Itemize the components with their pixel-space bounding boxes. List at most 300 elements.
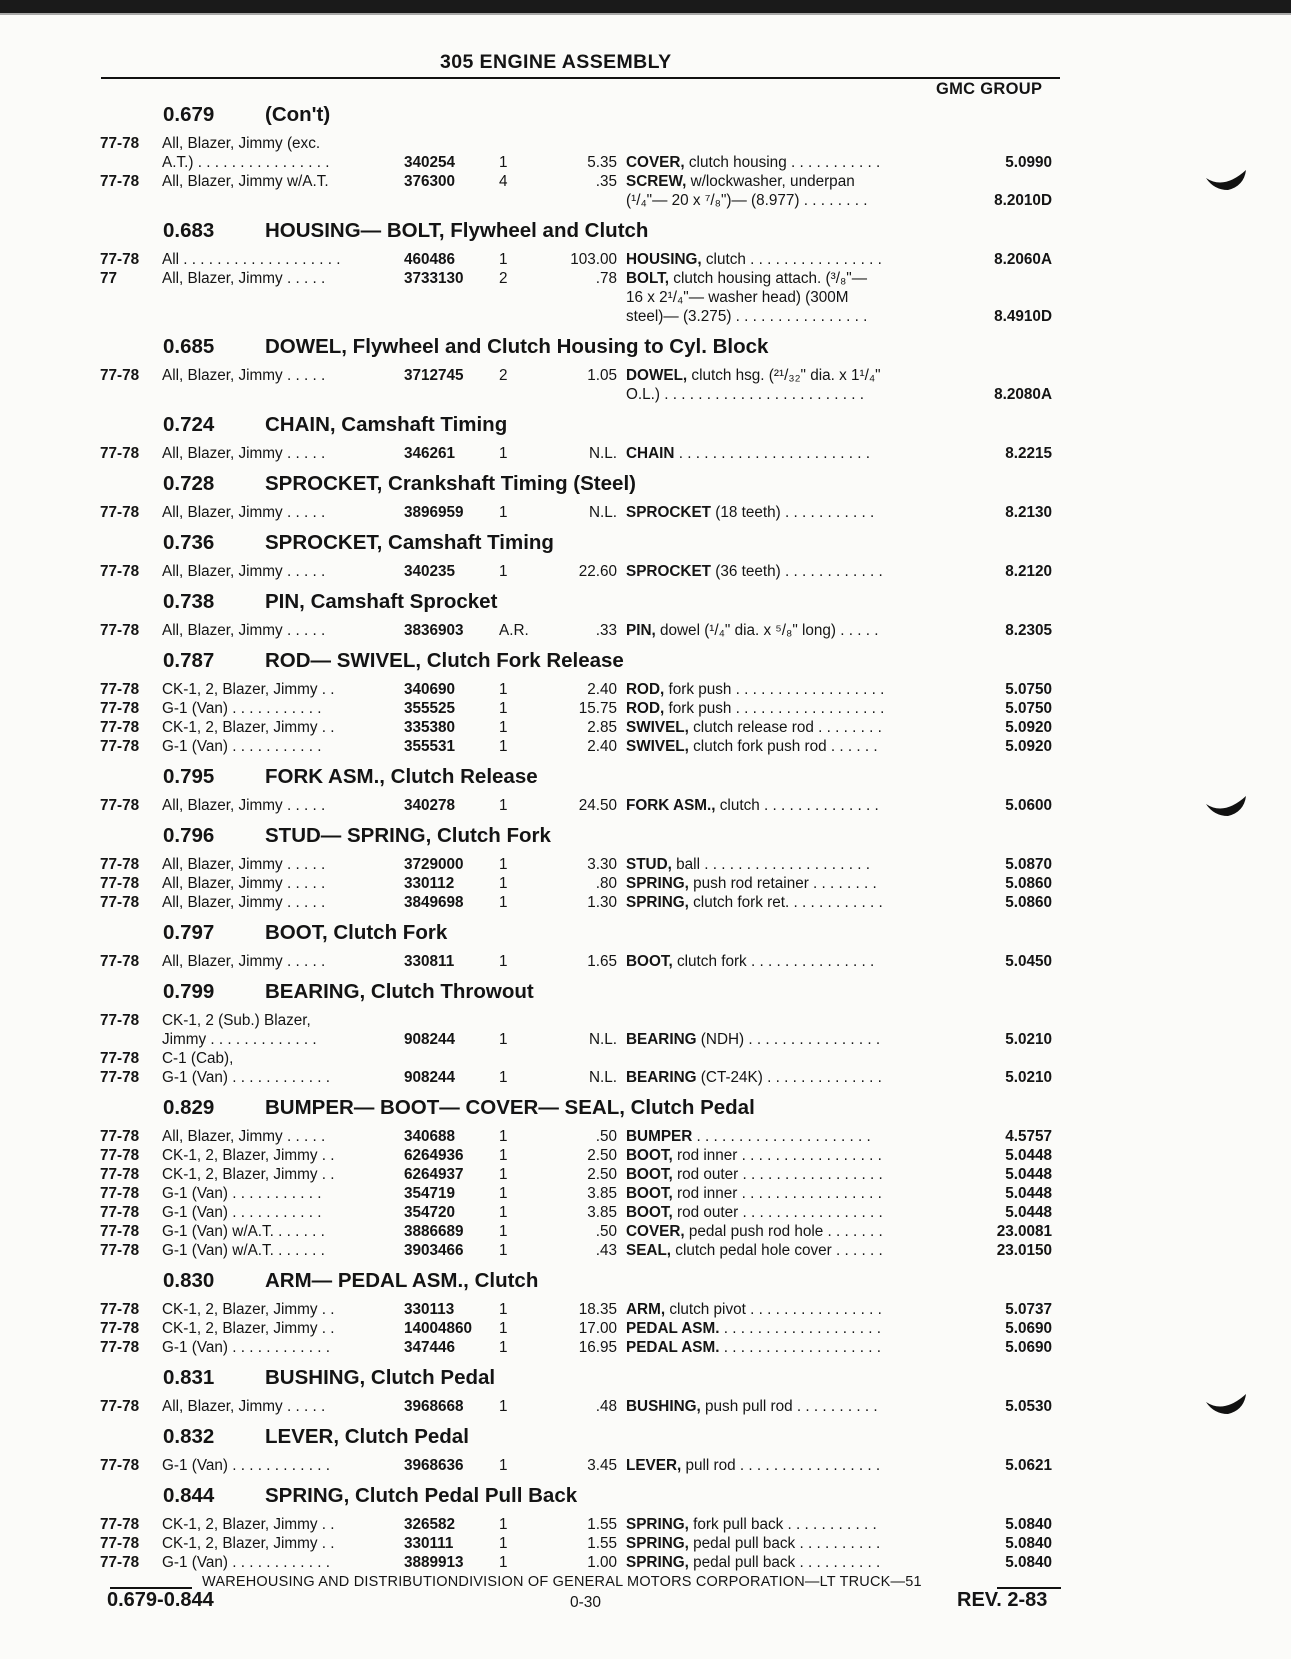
application: All, Blazer, Jimmy . . . . . [162,622,326,639]
group-header [0,918,1100,948]
part-number: 355525 [404,700,456,717]
part-row [0,874,1100,893]
description-detail: 16 x 2¹/₄"— washer head) (300M [626,289,849,306]
description-detail: (NDH) . . . . . . . . . . . . . . . . [696,1031,881,1048]
model-years: 77-78 [100,1147,140,1164]
description-name: BOLT, [626,270,670,287]
quantity: 1 [499,1535,508,1552]
description-detail: dowel (¹/₄" dia. x ⁵/₈" long) . . . . . [655,622,879,639]
price: 1.00 [587,1554,617,1571]
price: .35 [595,173,617,190]
application: All, Blazer, Jimmy . . . . . [162,270,326,287]
application: G-1 (Van) . . . . . . . . . . . . [162,1457,331,1474]
description [626,366,944,385]
quantity: 1 [499,504,508,521]
part-row [0,952,1100,971]
description [626,621,944,640]
price: .50 [595,1128,617,1145]
group-header [0,332,1100,362]
quantity: 1 [499,1223,508,1240]
gmc-group-header: GMC GROUP [936,80,1043,98]
application: A.T.) . . . . . . . . . . . . . . . . [162,154,330,171]
page-title: 305 ENGINE ASSEMBLY [440,51,672,73]
title-rule [101,77,1060,79]
description [626,444,944,463]
group-number: 0.797 [163,921,215,944]
gmc-group-code: 8.2305 [1005,622,1052,639]
gmc-group-code: 5.0840 [1005,1516,1052,1533]
gmc-group-code: 5.0750 [1005,681,1052,698]
application: G-1 (Van) . . . . . . . . . . . [162,1204,322,1221]
description-name: COVER, [626,154,685,171]
part-row [0,796,1100,815]
part-row [0,444,1100,463]
price: 3.30 [587,856,617,873]
group-title: ROD— SWIVEL, Clutch Fork Release [265,649,624,672]
group-title: BUSHING, Clutch Pedal [265,1366,496,1389]
description [626,718,944,737]
group-title: DOWEL, Flywheel and Clutch Housing to Cyl. Block [265,335,769,358]
part-row [0,307,1100,326]
part-row [0,621,1100,640]
description-name: ARM, [626,1301,666,1318]
model-years: 77-78 [100,875,140,892]
quantity: 1 [499,1242,508,1259]
model-years: 77-78 [100,894,140,911]
group-header [0,469,1100,499]
model-years: 77-78 [100,1166,140,1183]
description-detail: clutch fork . . . . . . . . . . . . . . . [672,953,875,970]
part-number: 3886689 [404,1223,464,1240]
description [626,1241,944,1260]
group-header [0,410,1100,440]
group-header [0,1093,1100,1123]
part-number: 340690 [404,681,456,698]
part-row [0,1165,1100,1184]
part-number: 330111 [404,1535,454,1552]
description-name: PIN, [626,622,656,639]
part-number: 3968636 [404,1457,464,1474]
binder-hole-mark [1204,1390,1250,1416]
description-name: SPRING, [626,1554,689,1571]
part-row [0,1300,1100,1319]
group-header [0,1266,1100,1296]
quantity: 1 [499,445,508,462]
gmc-group-code: 5.0210 [1005,1069,1052,1086]
model-years: 77-78 [100,251,140,268]
gmc-group-code: 5.0840 [1005,1554,1052,1571]
description-name: BUSHING, [626,1398,701,1415]
part-row [0,1515,1100,1534]
model-years: 77-78 [100,681,140,698]
group-title: CHAIN, Camshaft Timing [265,413,508,436]
description-name: SEAL, [626,1242,672,1259]
description [626,1319,944,1338]
gmc-group-code: 8.4910D [994,308,1052,325]
price: .43 [595,1242,617,1259]
part-row [0,1146,1100,1165]
description [626,1534,944,1553]
description-detail: clutch fork push rod . . . . . . [688,738,878,755]
application: All, Blazer, Jimmy . . . . . [162,953,326,970]
gmc-group-code: 23.0150 [996,1242,1052,1259]
part-number: 6264936 [404,1147,464,1164]
application: All, Blazer, Jimmy . . . . . [162,856,326,873]
price: N.L. [588,445,617,462]
part-number: 326582 [404,1516,456,1533]
description-name: BOOT, [626,953,673,970]
quantity: 1 [499,1185,508,1202]
description-name: BOOT, [626,1166,673,1183]
description-name: PEDAL ASM. [626,1320,720,1337]
group-header [0,100,1100,130]
part-row [0,172,1100,191]
part-number: 347446 [404,1339,456,1356]
description-name: SPRING, [626,875,689,892]
application: CK-1, 2, Blazer, Jimmy . . [162,719,335,736]
description [626,1553,944,1572]
part-row [0,250,1100,269]
description-name: SPROCKET [626,504,711,521]
description [626,503,944,522]
description-detail: rod inner . . . . . . . . . . . . . . . . . [672,1147,882,1164]
price: 3.85 [587,1185,617,1202]
application: CK-1, 2, Blazer, Jimmy . . [162,1166,335,1183]
part-row [0,288,1100,307]
description [626,796,944,815]
footer-revision: REV. 2-83 [957,1589,1048,1611]
quantity: 1 [499,1147,508,1164]
description-detail: O.L.) . . . . . . . . . . . . . . . . . . . . . . . . [626,386,864,403]
price: 22.60 [578,563,617,580]
price: 1.55 [587,1535,617,1552]
part-number: 340235 [404,563,456,580]
model-years: 77-78 [100,173,140,190]
model-years: 77-78 [100,1516,140,1533]
quantity: 2 [499,367,508,384]
model-years: 77-78 [100,700,140,717]
description-name: FORK ASM., [626,797,716,814]
price: .78 [595,270,617,287]
price: 1.05 [587,367,617,384]
description [626,1127,944,1146]
part-number: 3849698 [404,894,464,911]
gmc-group-code: 5.0920 [1005,719,1052,736]
description-detail: (CT-24K) . . . . . . . . . . . . . . [696,1069,882,1086]
part-row [0,1127,1100,1146]
gmc-group-code: 5.0870 [1005,856,1052,873]
description-detail: rod inner . . . . . . . . . . . . . . . . . [672,1185,882,1202]
application: All, Blazer, Jimmy . . . . . [162,1128,326,1145]
group-title: HOUSING— BOLT, Flywheel and Clutch [265,219,649,242]
part-number: 330112 [404,875,455,892]
model-years: 77-78 [100,719,140,736]
group-title: (Con't) [265,103,331,126]
gmc-group-code: 8.2010D [994,192,1052,209]
price: .80 [595,875,617,892]
description-detail: pull rod . . . . . . . . . . . . . . . . . [681,1457,881,1474]
group-title: SPROCKET, Crankshaft Timing (Steel) [265,472,636,495]
description [626,1165,944,1184]
footer-page-number: 0-30 [570,1594,602,1611]
quantity: 1 [499,1516,508,1533]
quantity: 1 [499,953,508,970]
quantity: 1 [499,738,508,755]
description [626,1030,944,1049]
part-number: 3968668 [404,1398,464,1415]
application: CK-1, 2 (Sub.) Blazer, [162,1012,311,1029]
part-number: 460486 [404,251,456,268]
description [626,1397,944,1416]
application: CK-1, 2, Blazer, Jimmy . . [162,1320,335,1337]
gmc-group-code: 8.2120 [1005,563,1052,580]
group-number: 0.795 [163,765,215,788]
part-number: 340278 [404,797,456,814]
description-name: BEARING [626,1031,697,1048]
application: G-1 (Van) . . . . . . . . . . . [162,1185,322,1202]
gmc-group-code: 5.0990 [1005,154,1052,171]
description [626,952,944,971]
quantity: 1 [499,894,508,911]
gmc-group-code: 5.0920 [1005,738,1052,755]
model-years: 77-78 [100,1050,140,1067]
model-years: 77-78 [100,563,140,580]
part-number: 3903466 [404,1242,464,1259]
price: 2.50 [587,1166,617,1183]
description [626,1146,944,1165]
quantity: 1 [499,1069,508,1086]
group-number: 0.829 [163,1096,215,1119]
description [626,307,944,326]
quantity: 1 [499,719,508,736]
part-row [0,855,1100,874]
description-name: COVER, [626,1223,685,1240]
model-years: 77-78 [100,1223,140,1240]
model-years: 77-78 [100,1128,140,1145]
description [626,1203,944,1222]
description [626,1068,944,1087]
part-number: 340254 [404,154,456,171]
group-header [0,216,1100,246]
group-number: 0.796 [163,824,215,847]
description-detail: clutch housing attach. (³/₈"— [669,270,868,287]
description [626,1338,944,1357]
price: 2.40 [587,681,617,698]
application: All, Blazer, Jimmy . . . . . [162,1398,326,1415]
description-detail: pedal pull back . . . . . . . . . . [688,1535,881,1552]
group-header [0,762,1100,792]
application: All, Blazer, Jimmy . . . . . [162,797,326,814]
application: All, Blazer, Jimmy . . . . . [162,445,326,462]
price: 1.55 [587,1516,617,1533]
gmc-group-code: 5.0690 [1005,1320,1052,1337]
gmc-group-code: 8.2130 [1005,504,1052,521]
price: .33 [595,622,617,639]
description [626,172,944,191]
description-detail: clutch hsg. (²¹/₃₂" dia. x 1¹/₄" [687,367,881,384]
description-detail: clutch release rod . . . . . . . . [688,719,882,736]
group-number: 0.844 [163,1484,215,1507]
model-years: 77-78 [100,1535,140,1552]
price: 5.35 [587,154,617,171]
quantity: 1 [499,563,508,580]
application: Jimmy . . . . . . . . . . . . . [162,1031,317,1048]
model-years: 77-78 [100,1185,140,1202]
model-years: 77-78 [100,1012,140,1029]
model-years: 77-78 [100,445,140,462]
description [626,893,944,912]
description-name: SCREW, [626,173,687,190]
description-detail: fork pull back . . . . . . . . . . . [688,1516,877,1533]
quantity: 1 [499,1166,508,1183]
description [626,1222,944,1241]
application: CK-1, 2, Blazer, Jimmy . . [162,1301,335,1318]
application: All, Blazer, Jimmy . . . . . [162,563,326,580]
description-name: ROD, [626,681,665,698]
footer-group-range: 0.679-0.844 [107,1589,214,1611]
model-years: 77-78 [100,1204,140,1221]
part-row [0,699,1100,718]
price: 2.85 [587,719,617,736]
group-title: FORK ASM., Clutch Release [265,765,538,788]
model-years: 77-78 [100,797,140,814]
part-number: 346261 [404,445,456,462]
price: 2.40 [587,738,617,755]
price: 3.45 [587,1457,617,1474]
description-detail: rod outer . . . . . . . . . . . . . . . . . [672,1204,883,1221]
quantity: 2 [499,270,508,287]
price: 1.65 [587,953,617,970]
application: G-1 (Van) . . . . . . . . . . . [162,700,322,717]
top-border [0,0,1291,13]
part-row [0,153,1100,172]
description-detail: pedal push rod hole . . . . . . . [684,1223,883,1240]
group-header [0,821,1100,851]
application: CK-1, 2, Blazer, Jimmy . . [162,1516,335,1533]
group-number: 0.736 [163,531,215,554]
description-name: BOOT, [626,1185,673,1202]
part-row [0,893,1100,912]
application: G-1 (Van) . . . . . . . . . . . . [162,1554,331,1571]
model-years: 77-78 [100,135,140,152]
description-detail: clutch housing . . . . . . . . . . . [684,154,881,171]
gmc-group-code: 5.0448 [1005,1147,1052,1164]
part-number: 335380 [404,719,456,736]
part-row [0,1534,1100,1553]
group-number: 0.787 [163,649,215,672]
part-row [0,1203,1100,1222]
description [626,250,944,269]
group-number: 0.799 [163,980,215,1003]
quantity: 1 [499,1204,508,1221]
application: CK-1, 2, Blazer, Jimmy . . [162,1147,335,1164]
quantity: 1 [499,1031,508,1048]
description-name: SPRING, [626,1516,689,1533]
description-detail: (¹/₄"— 20 x ⁷/₈")— (8.977) . . . . . . . . [626,192,868,209]
description-name: LEVER, [626,1457,682,1474]
description-name: BOOT, [626,1147,673,1164]
description [626,153,944,172]
group-title: LEVER, Clutch Pedal [265,1425,469,1448]
gmc-group-code: 5.0860 [1005,894,1052,911]
description-detail: clutch fork ret. . . . . . . . . . . . [688,894,883,911]
part-row [0,737,1100,756]
model-years: 77-78 [100,1554,140,1571]
group-title: SPROCKET, Camshaft Timing [265,531,554,554]
application: G-1 (Van) . . . . . . . . . . . . [162,1339,331,1356]
description-name: SWIVEL, [626,719,689,736]
group-header [0,528,1100,558]
group-title: BEARING, Clutch Throwout [265,980,534,1003]
price: .48 [595,1398,617,1415]
application: G-1 (Van) . . . . . . . . . . . [162,738,322,755]
model-years: 77-78 [100,504,140,521]
group-header [0,1481,1100,1511]
quantity: 1 [499,1339,508,1356]
description [626,1300,944,1319]
model-years: 77-78 [100,367,140,384]
model-years: 77 [100,270,118,287]
gmc-group-code: 8.2080A [994,386,1052,403]
quantity: 1 [499,1457,508,1474]
group-number: 0.679 [163,103,215,126]
part-row [0,1553,1100,1572]
model-years: 77-78 [100,1457,140,1474]
part-row [0,1319,1100,1338]
gmc-group-code: 5.0860 [1005,875,1052,892]
part-row [0,1184,1100,1203]
description [626,699,944,718]
part-row [0,562,1100,581]
description-detail: push rod retainer . . . . . . . . [688,875,877,892]
quantity: 4 [499,173,508,190]
quantity: 1 [499,1398,508,1415]
group-title: BOOT, Clutch Fork [265,921,448,944]
group-title: PIN, Camshaft Sprocket [265,590,498,613]
part-number: 376300 [404,173,456,190]
description-detail: clutch . . . . . . . . . . . . . . [715,797,879,814]
price: N.L. [588,1069,617,1086]
gmc-group-code: 5.0737 [1005,1301,1052,1318]
group-header [0,977,1100,1007]
model-years: 77-78 [100,856,140,873]
description-name: BOOT, [626,1204,673,1221]
binder-hole-mark [1204,166,1250,192]
description-name: SPROCKET [626,563,711,580]
application: All, Blazer, Jimmy . . . . . [162,504,326,521]
description-detail: clutch . . . . . . . . . . . . . . . . [701,251,882,268]
gmc-group-code: 8.2060A [994,251,1052,268]
description-detail: . . . . . . . . . . . . . . . . . . . . . . . [674,445,870,462]
part-number: 330113 [404,1301,455,1318]
part-number: 3836903 [404,622,464,639]
application: All, Blazer, Jimmy . . . . . [162,367,326,384]
quantity: 1 [499,251,508,268]
description-name: SPRING, [626,1535,689,1552]
group-title: STUD— SPRING, Clutch Fork [265,824,551,847]
part-number: 3712745 [404,367,464,384]
quantity: 1 [499,681,508,698]
part-row [0,680,1100,699]
description-name: BUMPER [626,1128,693,1145]
application: All, Blazer, Jimmy . . . . . [162,875,326,892]
price: 17.00 [578,1320,617,1337]
part-number: 330811 [404,953,455,970]
description-name: BEARING [626,1069,697,1086]
application: CK-1, 2, Blazer, Jimmy . . [162,681,335,698]
description [626,269,944,288]
part-row [0,385,1100,404]
